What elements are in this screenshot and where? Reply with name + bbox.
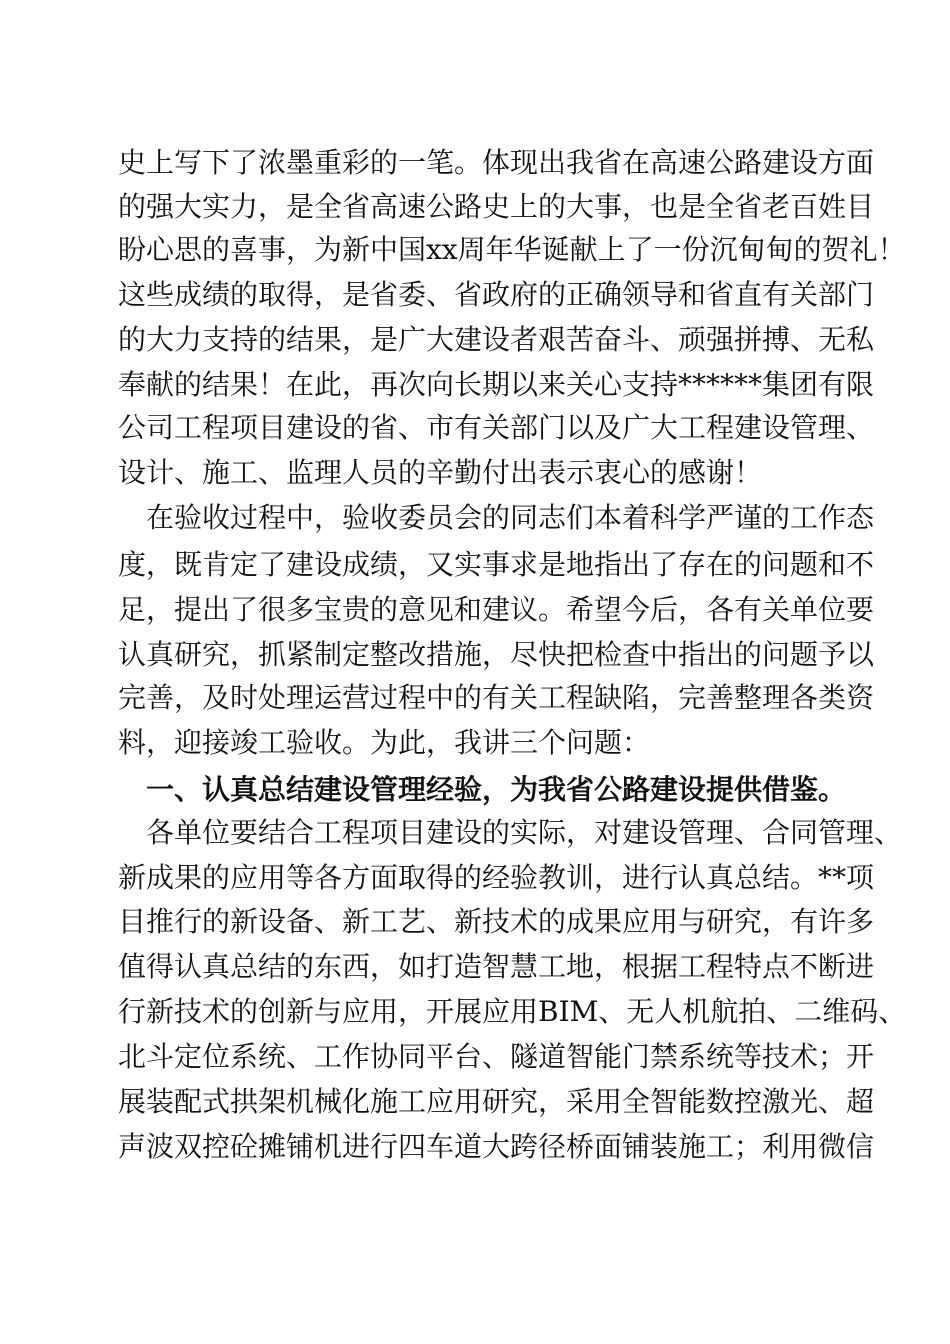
text-line: 目推行的新设备、新工艺、新技术的成果应用与研究，有许多 <box>118 905 875 938</box>
text-line: 设计、施工、监理人员的辛勤付出表示衷心的感谢！ <box>118 456 763 489</box>
text-line: 的大力支持的结果，是广大建设者艰苦奋斗、顽强拼搏、无私 <box>118 323 875 356</box>
text-line: 料，迎接竣工验收。为此，我讲三个问题： <box>118 726 651 759</box>
text-line: 盼心思的喜事，为新中国xx周年华诞献上了一份沉甸甸的贺礼！ <box>118 233 906 266</box>
text-line: 奉献的结果！在此，再次向长期以来关心支持******集团有限 <box>118 368 875 401</box>
text-line: 在验收过程中，验收委员会的同志们本着科学严谨的工作态 <box>146 501 875 534</box>
text-line: 行新技术的创新与应用，开展应用BIM、无人机航拍、二维码、 <box>118 995 907 1028</box>
text-line: 各单位要结合工程项目建设的实际，对建设管理、合同管理、 <box>146 816 903 849</box>
text-line: 值得认真总结的东西，如打造智慧工地，根据工程特点不断进 <box>118 950 875 983</box>
text-line: 这些成绩的取得，是省委、省政府的正确领导和省直有关部门 <box>118 278 875 311</box>
text-line: 足，提出了很多宝贵的意见和建议。希望今后，各有关单位要 <box>118 593 875 626</box>
text-line: 声波双控砼摊铺机进行四车道大跨径桥面铺装施工；利用微信 <box>118 1130 875 1163</box>
text-line: 的强大实力，是全省高速公路史上的大事，也是全省老百姓目 <box>118 190 875 223</box>
section-heading: 一、认真总结建设管理经验，为我省公路建设提供借鉴。 <box>146 773 847 806</box>
text-line: 完善，及时处理运营过程中的有关工程缺陷，完善整理各类资 <box>118 681 875 714</box>
text-line: 史上写下了浓墨重彩的一笔。体现出我省在高速公路建设方面 <box>118 146 875 179</box>
text-line: 新成果的应用等各方面取得的经验教训，进行认真总结。**项 <box>118 861 875 894</box>
text-line: 度，既肯定了建设成绩，又实事求是地指出了存在的问题和不 <box>118 548 875 581</box>
text-line: 北斗定位系统、工作协同平台、隧道智能门禁系统等技术；开 <box>118 1040 875 1073</box>
text-line: 公司工程项目建设的省、市有关部门以及广大工程建设管理、 <box>118 411 875 444</box>
text-line: 展装配式拱架机械化施工应用研究，采用全智能数控激光、超 <box>118 1085 875 1118</box>
text-line: 认真研究，抓紧制定整改措施，尽快把检查中指出的问题予以 <box>118 638 875 671</box>
